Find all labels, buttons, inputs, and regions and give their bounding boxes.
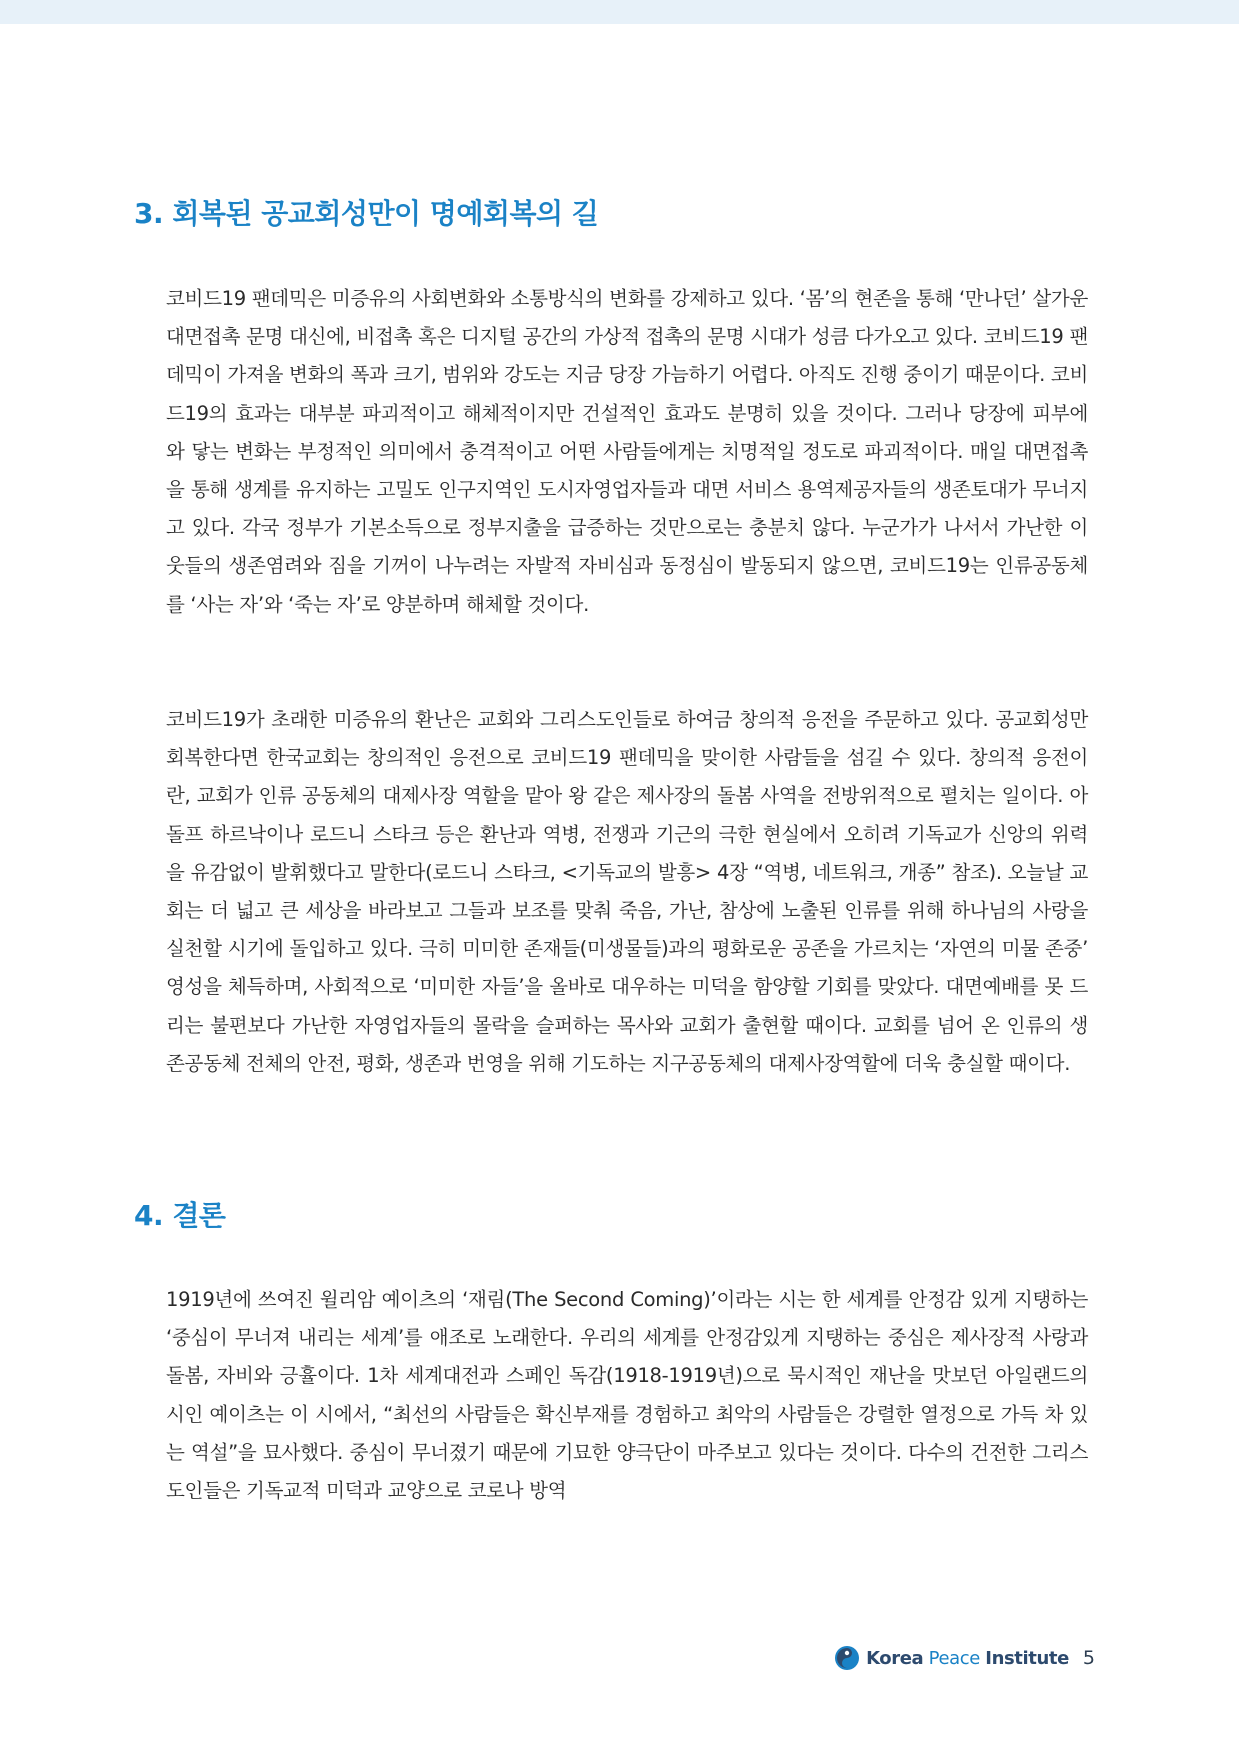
top-band: [0, 0, 1239, 24]
page-number: 5: [1082, 1647, 1095, 1669]
section-3-heading: 3. 회복된 공교회성만이 명예회복의 길: [134, 197, 599, 230]
brand-part-3: Institute: [985, 1647, 1069, 1669]
kpi-logo-icon: [834, 1645, 860, 1671]
brand-name: [866, 1648, 1069, 1669]
brand-part-2: Peace: [928, 1647, 980, 1669]
section-4-heading: 4. 결론: [134, 1199, 226, 1232]
section-4-paragraph-1: 1919년에 쓰여진 윌리암 예이츠의 ‘재림(The Second Coming)’이라는 시는 한 세계를 안정감 있게 지탱하는 ‘중심이 무너져 내리는 세계’를 애조로 노래한다. 우리의 세계를 안정감있게 지탱하는 중심은 제사장적 사랑과 돌봄, 자비와 긍휼이다. 1차 세계대전과 스페인 독감(1918-1919년)으로 묵시적인 재난을 맛보던 아일랜드의 시인 예이츠는 이 시에서, “최선의 사람들은 확신부재를 경험하고 최악의 사람들은 강렬한 열정으로 가득 차 있는 역설”을 묘사했다. 중심이 무너졌기 때문에 기묘한 양극단이 마주보고 있다는 것이다. 다수의 건전한 그리스도인들은 기독교적 미덕과 교양으로 코로나 방역: [166, 1288, 1088, 1503]
brand-part-1: Korea: [866, 1647, 924, 1669]
page-footer: [834, 1642, 1095, 1674]
section-3-paragraph-1: 코비드19 팬데믹은 미증유의 사회변화와 소통방식의 변화를 강제하고 있다. ‘몸’의 현존을 통해 ‘만나던’ 살가운 대면접촉 문명 대신에, 비접촉 혹은 디지털 공간의 가상적 접촉의 문명 시대가 성큼 다가오고 있다. 코비드19 팬데믹이 가져올 변화의 폭과 크기, 범위와 강도는 지금 당장 가늠하기 어렵다. 아직도 진행 중이기 때문이다. 코비드19의 효과는 대부분 파괴적이고 해체적이지만 건설적인 효과도 분명히 있을 것이다. 그러나 당장에 피부에 와 닿는 변화는 부정적인 의미에서 충격적이고 어떤 사람들에게는 치명적일 정도로 파괴적이다. 매일 대면접촉을 통해 생계를 유지하는 고밀도 인구지역인 도시자영업자들과 대면 서비스 용역제공자들의 생존토대가 무너지고 있다. 각국 정부가 기본소득으로 정부지출을 급증하는 것만으로는 충분치 않다. 누군가가 나서서 가난한 이웃들의 생존염려와 짐을 기꺼이 나누려는 자발적 자비심과 동정심이 발동되지 않으면, 코비드19는 인류공동체를 ‘사는 자’와 ‘죽는 자’로 양분하며 해체할 것이다.: [166, 287, 1088, 616]
section-3-paragraph-2: 코비드19가 초래한 미증유의 환난은 교회와 그리스도인들로 하여금 창의적 응전을 주문하고 있다. 공교회성만 회복한다면 한국교회는 창의적인 응전으로 코비드19 팬데믹을 맞이한 사람들을 섬길 수 있다. 창의적 응전이란, 교회가 인류 공동체의 대제사장 역할을 맡아 왕 같은 제사장의 돌봄 사역을 전방위적으로 펼치는 일이다. 아돌프 하르낙이나 로드니 스타크 등은 환난과 역병, 전쟁과 기근의 극한 현실에서 오히려 기독교가 신앙의 위력을 유감없이 발휘했다고 말한다(로드니 스타크, <기독교의 발흥> 4장 “역병, 네트워크, 개종” 참조). 오늘날 교회는 더 넓고 큰 세상을 바라보고 그들과 보조를 맞춰 죽음, 가난, 참상에 노출된 인류를 위해 하나님의 사랑을 실천할 시기에 돌입하고 있다. 극히 미미한 존재들(미생물들)과의 평화로운 공존을 가르치는 ‘자연의 미물 존중’ 영성을 체득하며, 사회적으로 ‘미미한 자들’을 올바로 대우하는 미덕을 함양할 기회를 맞았다. 대면예배를 못 드리는 불편보다 가난한 자영업자들의 몰락을 슬퍼하는 목사와 교회가 출현할 때이다. 교회를 넘어 온 인류의 생존공동체 전체의 안전, 평화, 생존과 번영을 위해 기도하는 지구공동체의 대제사장역할에 더욱 충실할 때이다.: [166, 708, 1088, 1075]
